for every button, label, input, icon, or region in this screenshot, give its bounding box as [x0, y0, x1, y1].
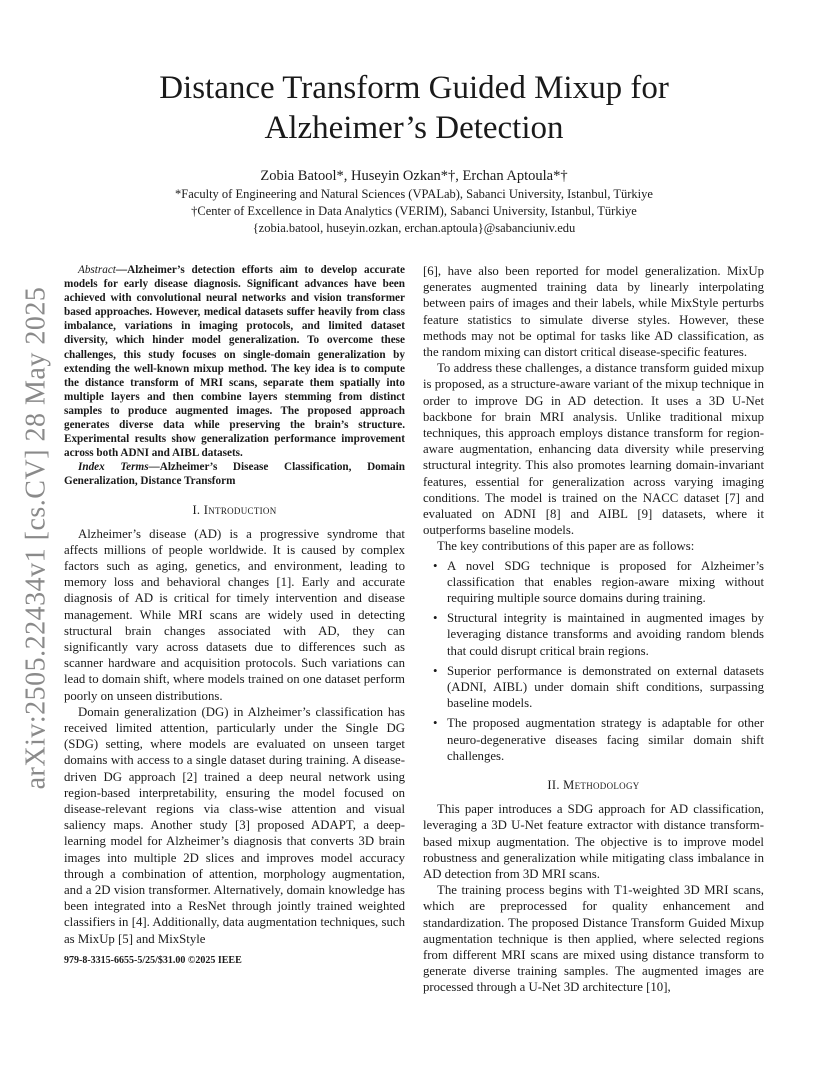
title-line-2: Alzheimer’s Detection — [264, 110, 564, 146]
affiliation-2: †Center of Excellence in Data Analytics (VERIM), Sabanci University, Istanbul, Türkiye — [191, 204, 637, 218]
section-heading-methodology: II. Methodology — [547, 778, 640, 793]
arxiv-stamp — [6, 286, 66, 790]
intro-paragraph-4: To address these challenges, a distance transform guided mixup is proposed, as a structure-aware variant of the mixup technique in order to improve DG in AD detection. It uses a 3D U-Net backbone for brain MRI analysis. Unlike traditional mixup techniques, this approach employs distance transform for region-aware augmentation, enhancing data diversity while preserving structural integrity. This also promotes learning domain-invariant features, essential for generalization across varying imaging conditions. The model is trained on the NACC dataset [7] and evaluated on ADNI [8] and AIBL [9] datasets, where it outperforms baseline models. — [423, 361, 764, 538]
arxiv-identifier: arXiv:2505.22434v1 [cs.CV] 28 May 2025 — [20, 286, 52, 790]
intro-paragraph-3: [6], have also been reported for model generalization. MixUp generates augmented training data by linearly interpolating between pairs of images and their labels, while MixStyle perturbs feature statistics to simulate diverse styles. However, these methods may not be optimal for tasks like AD classification, as the random mixing can distort critical disease-specific features. — [423, 264, 764, 360]
title-line-1: Distance Transform Guided Mixup for — [159, 70, 669, 106]
bullet-icon: • — [433, 558, 438, 573]
method-paragraph-2: The training process begins with T1-weighted 3D MRI scans, which are preprocessed for quality enhancement and standardization. The proposed Distance Transform Guided Mixup augmentation technique is then applied, where selected regions from different MRI scans are mixed using distance transform to generate diverse training samples. The augmented images are processed through a U-Net 3D architecture [10], — [423, 883, 764, 995]
two-column-body — [64, 263, 764, 996]
intro-paragraph-2: Domain generalization (DG) in Alzheimer’s classification has received limited attention, particularly under the Single DG (SDG) setting, where models are evaluated on unseen target domains with access to a single dataset during training. A disease-driven DG approach [2] trained a deep neural network using region-based interpretability, ensuring the model focused on disease-relevant regions via class-wise attention and visual saliency maps. Another study [3] proposed ADAPT, a deep-learning model for Alzheimer’s diagnosis that converts 3D brain images into multiple 2D slices and improves model accuracy through a combination of attention, morphology augmentation, and a 2D vision transformer. Alternatively, domain knowledge has been integrated into a ResNet through jointly trained weighted classifiers in [4]. Additionally, data augmentation techniques, such as MixUp [5] and MixStyle — [64, 704, 405, 946]
paper-title — [60, 68, 768, 148]
contributions-intro: The key contributions of this paper are as follows: — [437, 539, 695, 554]
index-terms — [64, 460, 405, 488]
abstract-label: Abstract — [78, 264, 116, 276]
index-terms-label: Index Terms — [78, 461, 149, 474]
index-terms-text: —Alzheimer’s Disease Classification, Domain Generalization, Distance Transform — [64, 461, 405, 488]
list-item: • Structural integrity is maintained in augmented images by leveraging distance transforms and avoiding random blends that could disrupt critical brain regions. — [433, 611, 764, 658]
list-item: • The proposed augmentation strategy is adaptable for other neuro-degenerative diseases facing similar domain shift challenges. — [433, 716, 764, 763]
bullet-icon: • — [433, 611, 438, 626]
left-column — [64, 263, 405, 996]
affiliation-1: *Faculty of Engineering and Natural Sciences (VPALab), Sabanci University, Istanbul, Türkiye — [175, 187, 653, 201]
intro-paragraph-1: Alzheimer’s disease (AD) is a progressive syndrome that affects millions of people worldwide. It is caused by complex factors such as aging, genetics, and environment, leading to memory loss and behavioral changes [1]. Early and accurate diagnosis of AD is critical for timely intervention and disease management. While MRI scans are widely used in detecting structural brain changes associated with AD, they can significantly vary across datasets due to differences such as scanner hardware and acquisition protocols. Such variations can lead to domain shift, where models trained on one dataset perform poorly on unseen distributions. — [64, 526, 405, 703]
right-column — [423, 263, 764, 996]
method-paragraph-1: This paper introduces a SDG approach for AD classification, leveraging a 3D U-Net feature extractor with distance transform-based mixup augmentation. The objective is to improve model robustness and generalization while mitigating class imbalance in AD detection from 3D MRI scans. — [423, 802, 764, 881]
section-heading-introduction: I. Introduction — [192, 502, 277, 517]
copyright-notice: 979-8-3315-6655-5/25/$31.00 ©2025 IEEE — [64, 954, 242, 966]
bullet-icon: • — [433, 663, 438, 678]
list-item: • Superior performance is demonstrated on external datasets (ADNI, AIBL) under domain shift conditions, surpassing baseline models. — [433, 663, 764, 711]
author-list: Zobia Batool*, Huseyin Ozkan*†, Erchan Aptoula*† — [260, 168, 568, 184]
abstract — [64, 263, 405, 460]
title-block — [60, 68, 768, 237]
abstract-text: —Alzheimer’s detection efforts aim to develop accurate models for early disease diagnosis. Significant advances have been achieved with convolutional neural networks and vision transformer based approaches. However, medical datasets suffer heavily from class imbalance, variations in imaging protocols, and limited dataset diversity, which hinder model generalization. To overcome these challenges, this study focuses on single-domain generalization by extending the well-known mixup method. The key idea is to compute the distance transform of MRI scans, separate them spatially into multiple layers and then combine layers stemming from distinct samples to produce augmented images. The proposed approach generates diverse data while preserving the brain’s structure. Experimental results show generalization performance improvement across both ADNI and AIBL datasets. — [64, 264, 405, 460]
bullet-icon: • — [433, 716, 438, 731]
author-emails: {zobia.batool, huseyin.ozkan, erchan.aptoula}@sabanciuniv.edu — [252, 221, 576, 235]
contributions-list — [423, 558, 764, 764]
list-item: • A novel SDG technique is proposed for Alzheimer’s classification that enables region-aware mixing without requiring multiple source domains during training. — [433, 558, 764, 606]
